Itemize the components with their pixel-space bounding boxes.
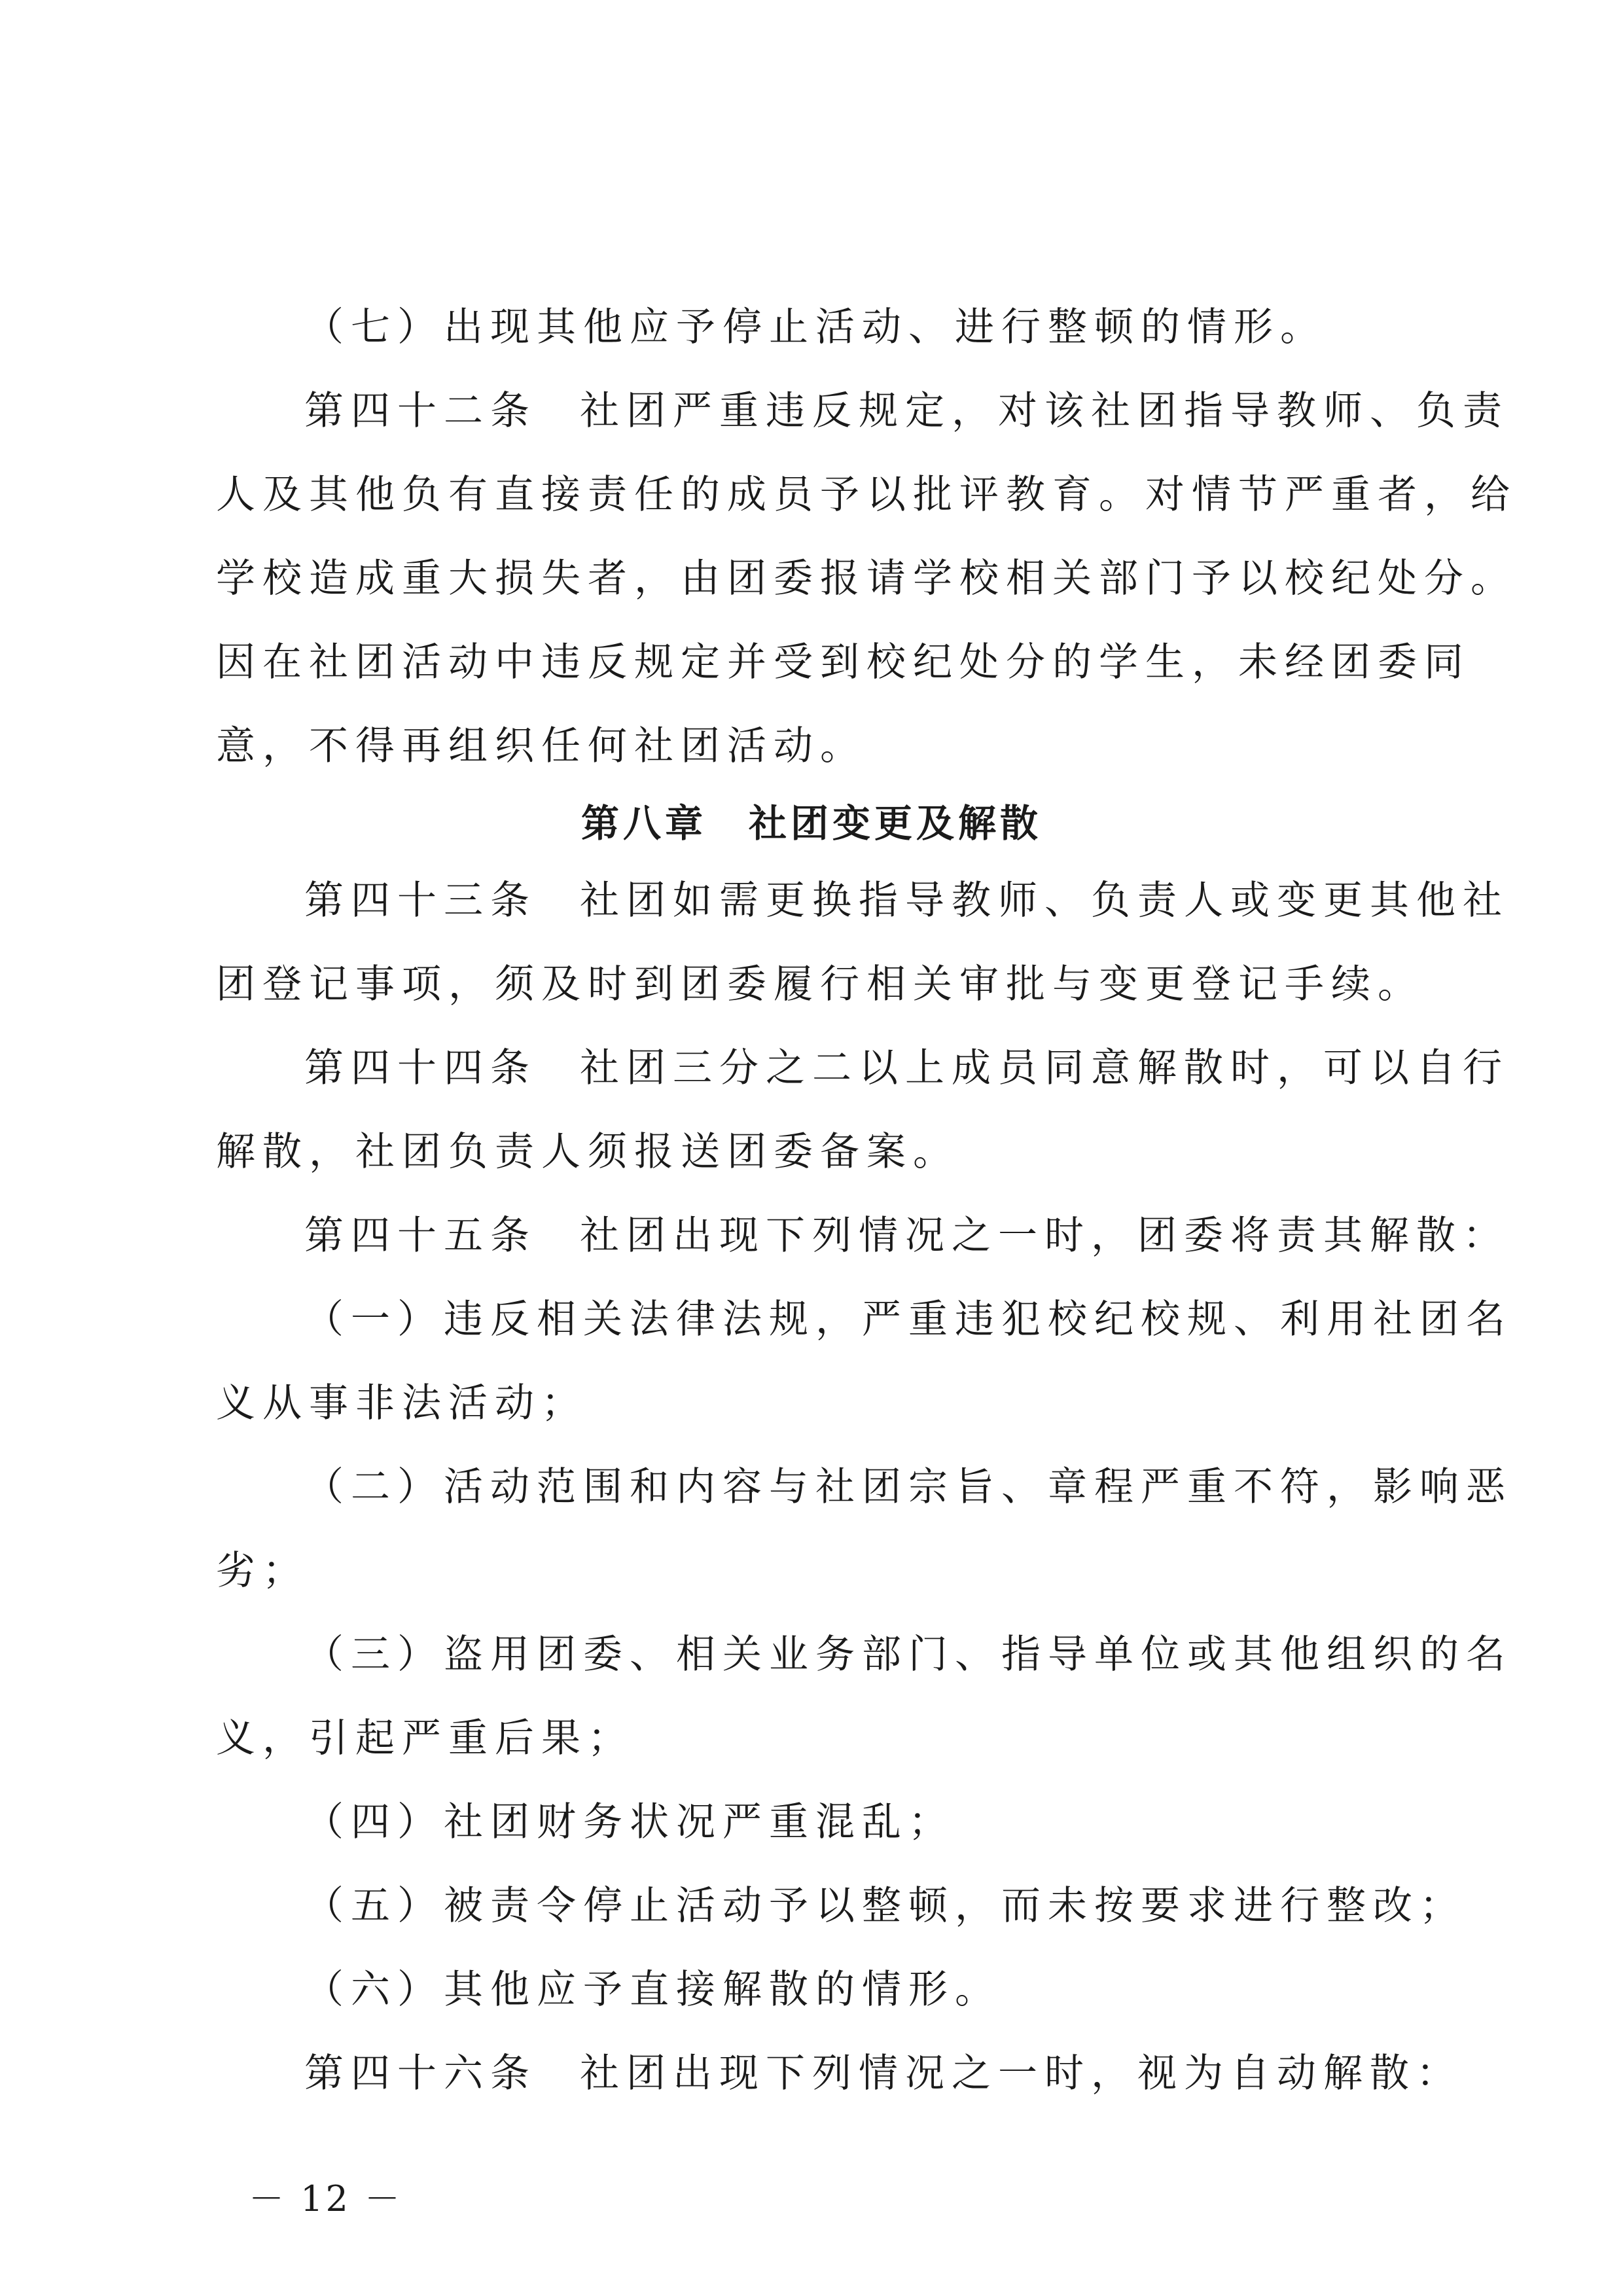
article-42-line-2 <box>216 456 1517 534</box>
clause-text: （四）社团财务状况严重混乱； <box>304 1799 955 1845</box>
clause-text: 劣； <box>216 1548 309 1594</box>
article-42-line-1 <box>304 372 1509 450</box>
article-44-line-2 <box>216 1113 1410 1191</box>
clause-text: （二）活动范围和内容与社团宗旨、章程严重不符，影响恶 <box>304 1464 1512 1510</box>
clause-four <box>304 1783 1410 1861</box>
article-text: 社团如需更换指导教师、负责人或变更其他社 <box>580 878 1509 924</box>
article-45-line-1 <box>304 1196 1509 1275</box>
clause-six <box>304 1950 1410 2029</box>
article-43-line-2 <box>216 945 1424 1024</box>
chapter-heading: 第八章 社团变更及解散 <box>580 801 1042 846</box>
clause-seven <box>304 288 1410 367</box>
article-text: 团登记事项，须及时到团委履行相关审批与变更登记手续。 <box>216 961 1424 1007</box>
article-42-line-3 <box>216 539 1517 618</box>
clause-three-line-2 <box>216 1699 1410 1778</box>
article-text: 社团三分之二以上成员同意解散时，可以自行 <box>580 1045 1509 1091</box>
clause-one-line-2 <box>216 1364 1410 1443</box>
clause-two-line-2 <box>216 1532 1410 1610</box>
clause-text: 义，引起严重后果； <box>216 1715 634 1761</box>
article-number: 第四十五条 <box>304 1213 537 1259</box>
article-number: 第四十三条 <box>304 878 537 924</box>
article-text: 意，不得再组织任何社团活动。 <box>216 723 866 769</box>
article-text: 社团出现下列情况之一时，团委将责其解散： <box>580 1213 1509 1259</box>
article-44-line-1 <box>304 1029 1509 1107</box>
clause-three-line-1 <box>304 1615 1512 1694</box>
article-42-line-4 <box>216 623 1471 702</box>
clause-text: （一）违反相关法律法规，严重违犯校纪校规、利用社团名 <box>304 1297 1512 1342</box>
article-text: 人及其他负有直接责任的成员予以批评教育。对情节严重者，给 <box>216 472 1517 518</box>
article-text: 社团严重违反规定，对该社团指导教师、负责 <box>580 388 1509 434</box>
clause-one-line-1 <box>304 1280 1512 1359</box>
article-43-line-1 <box>304 861 1509 940</box>
clause-text: （六）其他应予直接解散的情形。 <box>304 1967 1001 2013</box>
clause-five <box>304 1867 1466 1945</box>
article-text: 解散，社团负责人须报送团委备案。 <box>216 1129 959 1175</box>
clause-two-line-1 <box>304 1448 1512 1526</box>
clause-text: （三）盗用团委、相关业务部门、指导单位或其他组织的名 <box>304 1632 1512 1677</box>
article-42-line-5 <box>216 707 1410 785</box>
article-number: 第四十四条 <box>304 1045 537 1091</box>
clause-text: （七）出现其他应予停止活动、进行整顿的情形。 <box>304 304 1327 350</box>
article-number: 第四十二条 <box>304 388 537 434</box>
article-text: 社团出现下列情况之一时，视为自动解散： <box>580 2051 1463 2096</box>
article-number: 第四十六条 <box>304 2051 537 2096</box>
clause-text: （五）被责令停止活动予以整顿，而未按要求进行整改； <box>304 1883 1466 1929</box>
article-text: 因在社团活动中违反规定并受到校纪处分的学生，未经团委同 <box>216 639 1471 685</box>
page-number: － 12 － <box>249 2178 403 2219</box>
article-46-line-1 <box>304 2034 1463 2113</box>
article-text: 学校造成重大损失者，由团委报请学校相关部门予以校纪处分。 <box>216 556 1517 601</box>
clause-text: 义从事非法活动； <box>216 1380 588 1426</box>
